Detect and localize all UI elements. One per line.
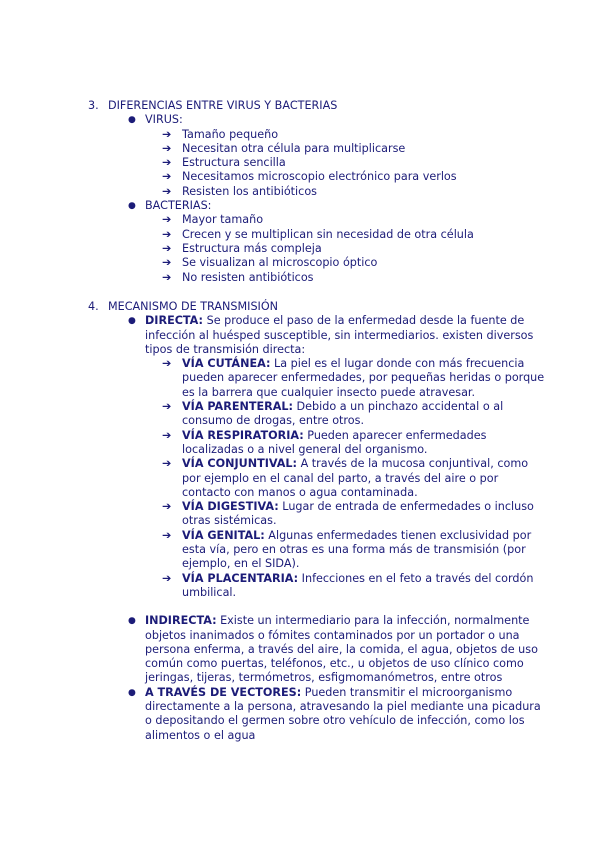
- sub-item: [88, 271, 548, 285]
- via-item: [88, 457, 548, 500]
- via-item: [88, 357, 548, 400]
- section-3: [88, 99, 548, 285]
- list-item-indirecta: [88, 614, 548, 685]
- via-text: Debido a un pinchazo accidental o al consumo de drogas, entre otros.: [182, 400, 504, 428]
- sub-item: [88, 256, 548, 270]
- arrow-icon: ➔: [162, 227, 172, 241]
- section-number: 4.: [88, 300, 99, 313]
- arrow-icon: ➔: [162, 141, 172, 155]
- item-label: DIRECTA:: [145, 314, 204, 328]
- bullet-icon: ●: [128, 687, 136, 698]
- via-item: [88, 529, 548, 572]
- sub-item: [88, 156, 548, 170]
- via-label: VÍA RESPIRATORIA:: [182, 428, 304, 442]
- sub-item: [88, 213, 548, 227]
- arrow-icon: ➔: [162, 127, 172, 141]
- section-3-heading: [88, 99, 548, 113]
- arrow-icon: ➔: [162, 457, 172, 471]
- via-label: VÍA PLACENTARIA:: [182, 571, 299, 585]
- sub-item: [88, 128, 548, 142]
- sub-item-text: Se visualizan al microscopio óptico: [182, 256, 378, 270]
- sub-item-text: Necesitan otra célula para multiplicarse: [182, 141, 406, 155]
- group-label: BACTERIAS:: [145, 199, 212, 213]
- arrow-icon: ➔: [162, 270, 172, 284]
- via-label: VÍA GENITAL:: [182, 528, 265, 542]
- section-4-heading: [88, 300, 548, 314]
- arrow-icon: ➔: [162, 571, 172, 585]
- via-text: Algunas enfermedades tienen exclusividad por esta vía, pero en otras es una forma más de transmisión (por ejemplo, en el SIDA).: [182, 528, 532, 571]
- sub-item-text: No resisten antibióticos: [182, 270, 314, 284]
- sub-item-text: Estructura sencilla: [182, 156, 286, 170]
- via-label: VÍA CONJUNTIVAL:: [182, 457, 298, 471]
- arrow-icon: ➔: [162, 170, 172, 184]
- via-item: [88, 429, 548, 458]
- arrow-icon: ➔: [162, 156, 172, 170]
- bullet-icon: ●: [128, 616, 136, 627]
- via-item: [88, 400, 548, 429]
- arrow-icon: ➔: [162, 357, 172, 371]
- list-item-virus: [88, 113, 548, 127]
- arrow-icon: ➔: [162, 500, 172, 514]
- item-label: INDIRECTA:: [145, 614, 217, 628]
- via-item: [88, 500, 548, 529]
- section-title: DIFERENCIAS ENTRE VIRUS Y BACTERIAS: [108, 99, 338, 112]
- sub-item: [88, 170, 548, 184]
- arrow-icon: ➔: [162, 428, 172, 442]
- bullet-icon: ●: [128, 201, 136, 212]
- spacer: [88, 600, 548, 614]
- item-text: Pueden transmitir el microorganismo directamente a la persona, atravesando la piel mediante una picadura o depositando el germen sobre otro vehículo de infección, como los alimentos o el agua: [145, 685, 541, 742]
- via-label: VÍA CUTÁNEA:: [182, 357, 271, 371]
- arrow-icon: ➔: [162, 213, 172, 227]
- arrow-icon: ➔: [162, 241, 172, 255]
- sub-item-text: Crecen y se multiplican sin necesidad de otra célula: [182, 227, 474, 241]
- list-item-directa: [88, 314, 548, 357]
- arrow-icon: ➔: [162, 256, 172, 270]
- arrow-icon: ➔: [162, 528, 172, 542]
- via-text: A través de la mucosa conjuntival, como por ejemplo en el canal del parto, a través del aire o por contacto con manos o agua contaminada.: [182, 457, 529, 499]
- item-text: Se produce el paso de la enfermedad desde la fuente de infección al huésped susceptible, sin intermediarios. existen diversos tipos de transmisión directa:: [145, 314, 534, 356]
- sub-item-text: Necesitamos microscopio electrónico para verlos: [182, 170, 457, 184]
- sub-item: [88, 185, 548, 199]
- arrow-icon: ➔: [162, 400, 172, 414]
- arrow-icon: ➔: [162, 184, 172, 198]
- section-title: MECANISMO DE TRANSMISIÓN: [108, 300, 279, 313]
- sub-item: [88, 142, 548, 156]
- section-number: 3.: [88, 99, 99, 112]
- bullet-icon: ●: [128, 316, 136, 327]
- bullet-icon: ●: [128, 115, 136, 126]
- sub-item-text: Resisten los antibióticos: [182, 184, 317, 198]
- list-item-bacterias: [88, 199, 548, 213]
- sub-item-text: Tamaño pequeño: [182, 127, 279, 141]
- sub-item-text: Mayor tamaño: [182, 213, 264, 227]
- list-item-vectores: [88, 686, 548, 743]
- via-text: Lugar de entrada de enfermedades o incluso otras sistémicas.: [182, 500, 534, 528]
- via-item: [88, 572, 548, 601]
- group-label: VIRUS:: [145, 113, 183, 127]
- via-text: La piel es el lugar donde con más frecuencia pueden aparecer enfermedades, por pequeñas heridas o porque es la barrera que cualquier insecto puede atravesar.: [182, 357, 545, 399]
- via-label: VÍA DIGESTIVA:: [182, 500, 279, 514]
- via-text: Pueden aparecer enfermedades localizadas o a nivel general del organismo.: [182, 428, 487, 456]
- item-text: Existe un intermediario para la infección, normalmente objetos inanimados o fómites contaminados por un portador o una persona enferma, a través del aire, la comida, el agua, objetos de uso común como puertas, teléfonos, etc., u objetos de uso clínico como jeringas, tijeras, termómetros, esfigmomanómetros, entre otros: [145, 614, 538, 685]
- item-label: A TRAVÉS DE VECTORES:: [145, 685, 302, 699]
- sub-item: [88, 242, 548, 256]
- section-4: [88, 300, 548, 743]
- via-label: VÍA PARENTERAL:: [182, 400, 293, 414]
- sub-item-text: Estructura más compleja: [182, 241, 322, 255]
- sub-item: [88, 228, 548, 242]
- via-text: Infecciones en el feto a través del cordón umbilical.: [182, 571, 534, 599]
